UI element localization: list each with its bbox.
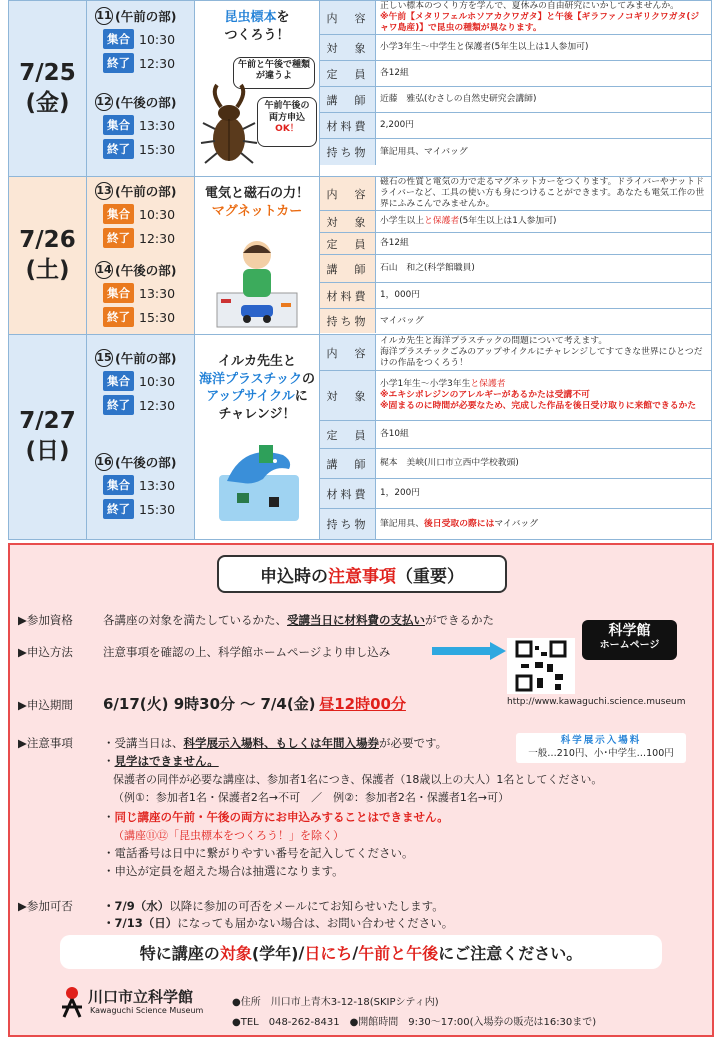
result-line-1: ▶参加可否 ・7/9（水）以降に参加の可否をメールにてお知らせいたします。 xyxy=(18,899,444,913)
boy-with-car-icon xyxy=(211,233,303,329)
pm-session: 16 (午後の部) 集合 13:30 終了 15:30 xyxy=(95,453,176,519)
museum-name-en: Kawaguchi Science Museum xyxy=(90,1006,204,1015)
course-table xyxy=(8,0,712,540)
date-cell: 7/25 (金) xyxy=(9,1,87,176)
qualification-line: ▶参加資格 各講座の対象を満たしているかた、受講当日に材料費の支払いができるかた xyxy=(18,613,494,627)
museum-name: 川口市立科学館 xyxy=(88,988,194,1006)
course-details: 内 容 正しい標本のつくり方を学んで、夏休みの自由研究にいかしてみませんか。 ※午前【メタリフェルホソアカクワガタ】と午後【ギラファノコギリクワガタ(ジャワ島産)】で昆虫の種類が異なります。 対 象 小学3年生～中学生と保護者(5年生以上は1人参加可) 定 員 各12組 講 師 近藤 雅弘(むさしの自然史研究会講師) 材料費 2,200円 持ち物 筆記用具、マイバッグ xyxy=(320,1,711,176)
sessions-cell xyxy=(87,177,195,334)
sessions-cell xyxy=(87,1,195,176)
speech-bubble: 午前と午後で種類が違うよ xyxy=(233,57,315,89)
dolphin-icon xyxy=(213,435,305,525)
caution-line-1: ▶注意事項 ・受講当日は、科学展示入場料、もしくは年間入場券が必要です。 xyxy=(18,736,448,750)
am-session: 15 (午前の部) 集合 10:30 終了 12:30 xyxy=(95,349,176,415)
date-cell: 7/27 (日) xyxy=(9,335,87,539)
course-illustration xyxy=(195,1,320,176)
homepage-url[interactable]: http://www.kawaguchi.science.museum xyxy=(507,697,686,707)
homepage-label: 科学館 ホームページ xyxy=(582,620,677,660)
qr-code[interactable] xyxy=(507,638,575,694)
date-cell: 7/26 (土) xyxy=(9,177,87,334)
course-row-0727 xyxy=(9,335,711,540)
course-row-0726 xyxy=(9,177,711,335)
caution-line-7: ・電話番号は日中に繋がりやすい番号を記入してください。 xyxy=(103,846,414,860)
qr-code-icon xyxy=(507,638,575,694)
caution-line-3: 保護者の同伴が必要な講座は、参加者1名につき、保護者（18歳以上の大人）1名としてください。 xyxy=(113,773,603,786)
notice-panel xyxy=(8,543,714,1037)
course-details: 内 容 磁石の性質と電気の力で走るマグネットカーをつくります。ドライバーやナットドライバーなど、工具の使い方も身につけることができます。あなたも電気工作の世界にふみこんでみませんか。 対 象 小学生以上 と保護者 (5年生以上は1人参加可) 定 員 各12組 講 師 石山 和之(科学館職員) 材料費 1，000円 持ち物 マイバッグ xyxy=(320,177,711,334)
caution-line-5: ・同じ講座の午前・午後の両方にお申込みすることはできません。 xyxy=(103,810,449,824)
arrow-right-icon xyxy=(432,642,506,660)
course-title: 電気と磁石の力！ マグネットカー xyxy=(204,186,309,219)
result-line-2: ・7/13（日）になっても届かない場合は、お問い合わせください。 xyxy=(103,916,454,930)
caution-line-2: ・見学はできません。 xyxy=(103,754,219,768)
fee-box: 科学展示入場料 一般…210円、小･中学生…100円 xyxy=(516,733,686,763)
course-title: イルカ先生と 海洋プラスチックの アップサイクルに チャレンジ！ xyxy=(199,354,315,422)
caution-line-4: （例①：参加者1名・保護者2名→不可 ／ 例②：参加者2名・保護者1名→可） xyxy=(113,791,510,804)
notice-title: 申込時の 注意事項 （重要） xyxy=(217,555,507,593)
speech-bubble-both: 午前午後の両方申込 OK！ xyxy=(257,97,317,147)
period-line: ▶申込期間 6/17(火) 9時30分 ～ 7/4(金) 昼12時00分 xyxy=(18,695,406,713)
important-banner: 特に講座の 対象 (学年) / 日にち / 午前と午後 にご注意ください。 xyxy=(60,935,662,969)
pm-session: 12 (午後の部) 集合 13:30 終了 15:30 xyxy=(95,93,176,159)
course-illustration xyxy=(195,335,320,539)
course-illustration xyxy=(195,177,320,334)
pm-session: 14 (午後の部) 集合 13:30 終了 15:30 xyxy=(95,261,176,327)
am-session: 11 (午前の部) 集合 10:30 終了 12:30 xyxy=(95,7,176,73)
method-line: ▶申込方法 注意事項を確認の上、科学館ホームページより申し込み xyxy=(18,645,391,659)
course-row-0725 xyxy=(9,1,711,177)
am-session: 13 (午前の部) 集合 10:30 終了 12:30 xyxy=(95,182,176,248)
tel-hours: ●TEL 048-262-8431 ●開館時間 9:30～17:00(入場券の販売は16:30まで) xyxy=(232,1017,597,1028)
footer xyxy=(10,979,712,1035)
caution-line-6: （講座⑪⑫「昆虫標本をつくろう！」を除く） xyxy=(113,829,344,842)
sessions-cell xyxy=(87,335,195,539)
course-title: 昆虫標本を つくろう！ xyxy=(224,10,290,43)
course-details: 内 容 イルカ先生と海洋プラスチックの問題について考えます。 海洋プラスチックごみのアップサイクルにチャレンジしてすてきな世界にひとつだけの作品をつくろう！ 対 象 小学1年生～小学3年生と保護者 ※エキシポレジンのアレルギーがあるかたは受講不可 ※固まるのに時間が必要なため、完成した作品を後日受け取りに来館できるかた 定 員 各10組 講 師 梶本 美峡(川口市立西中学校教頭) 材料費 1，200円 持ち物 筆記用具、 後日受取の際には マイバッグ xyxy=(320,335,711,539)
museum-logo-icon xyxy=(58,985,86,1019)
beetle-icon xyxy=(199,83,259,167)
address: ●住所 川口市上青木3-12-18(SKIPシティ内) xyxy=(232,997,439,1008)
caution-line-8: ・申込が定員を超えた場合は抽選になります。 xyxy=(103,864,344,878)
